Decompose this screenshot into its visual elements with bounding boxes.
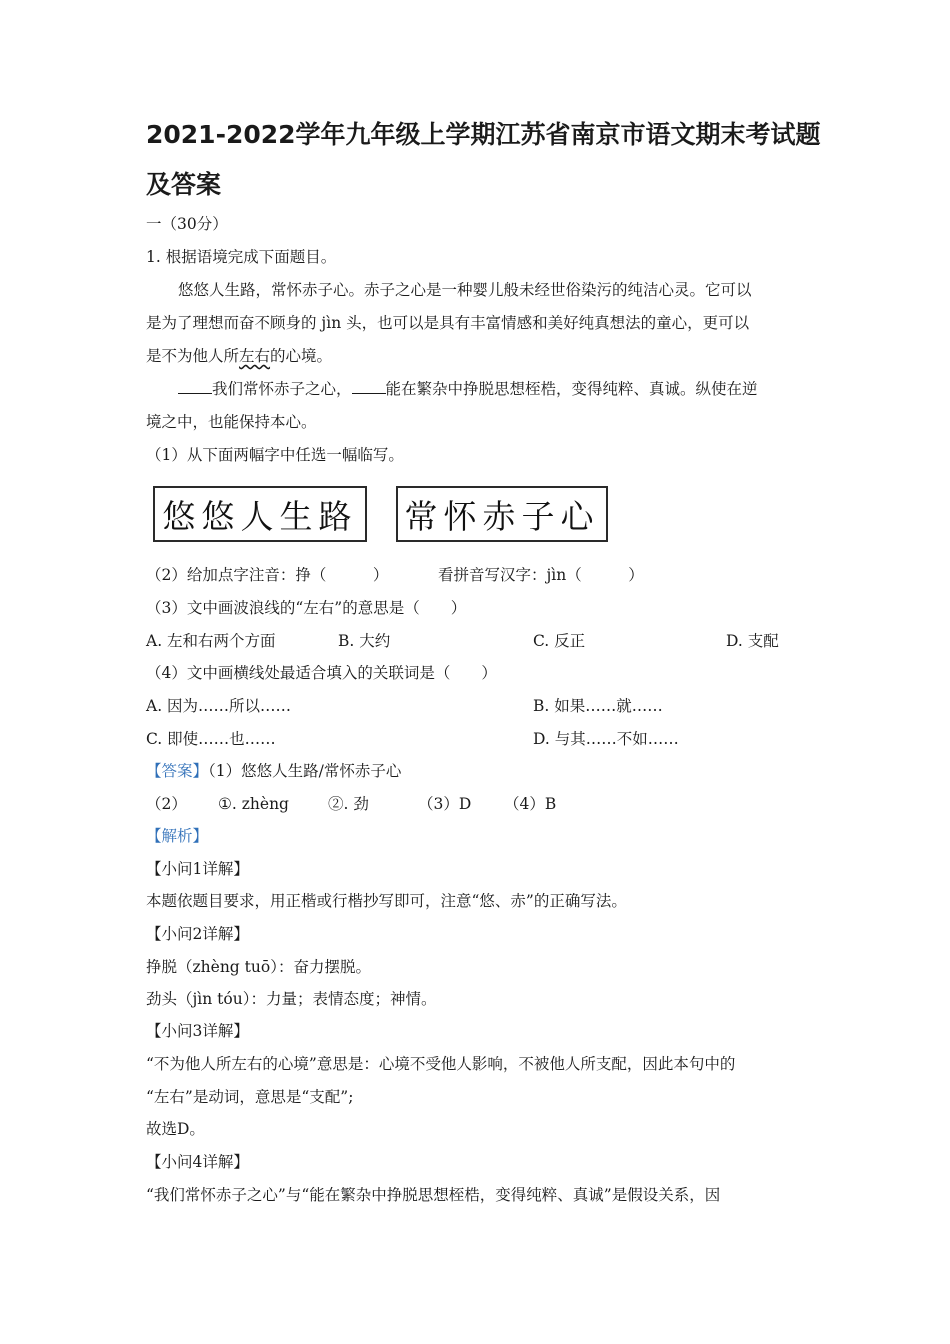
sub-question-2-part-a: （2）给加点字注音：挣（ ） (146, 566, 389, 584)
answer-part: （3）D (418, 795, 472, 813)
analysis-text: “我们常怀赤子之心”与“能在繁杂中挣脱思想桎梏，变得纯粹、真诚”是假设关系，因 (146, 1186, 721, 1204)
passage-line: 是为了理想而奋不顾身的 jìn 头，也可以是具有丰富情感和美好纯真想法的童心，更可以 (146, 314, 750, 332)
sub-heading: 【小问1详解】 (146, 860, 249, 878)
passage-line: 悠悠人生路，常怀赤子心。赤子之心是一种婴儿般未经世俗染污的纯洁心灵。它可以 (178, 281, 752, 299)
analysis-text: 故选D。 (146, 1120, 205, 1138)
analysis-text: “左右”是动词，意思是“支配”; (146, 1088, 354, 1106)
option-b: B. 大约 (338, 632, 391, 650)
section-header: 一（30分） (146, 215, 228, 233)
passage-line: 境之中，也能保持本心。 (146, 413, 317, 431)
calligraphy-sample-2: 常怀赤子心 (396, 486, 608, 542)
title-line-1: 2021-2022学年九年级上学期江苏省南京市语文期末考试题 (146, 120, 821, 149)
passage-line (146, 346, 332, 366)
sub-question-4: （4）文中画横线处最适合填入的关联词是（ ） (146, 664, 497, 682)
sub-question-1: （1）从下面两幅字中任选一幅临写。 (146, 446, 404, 464)
passage-text: 的心境。 (270, 347, 333, 365)
option-c: C. 反正 (533, 632, 586, 650)
analysis-text: 劲头（jìn tóu）：力量；表情态度；神情。 (146, 990, 437, 1008)
answer-label: 【答案】 (146, 762, 209, 780)
sub-question-2-part-b: 看拼音写汉字：jìn（ ） (438, 566, 644, 584)
sub-question-3: （3）文中画波浪线的“左右”的意思是（ ） (146, 599, 467, 617)
option-a: A. 因为……所以…… (146, 697, 292, 715)
analysis-text: 本题依题目要求，用正楷或行楷抄写即可，注意“悠、赤”的正确写法。 (146, 892, 627, 910)
option-b: B. 如果……就…… (533, 697, 663, 715)
option-a: A. 左和右两个方面 (146, 632, 276, 650)
sub-heading: 【小问2详解】 (146, 925, 249, 943)
fill-blank (352, 379, 386, 394)
analysis-text: “不为他人所左右的心境”意思是：心境不受他人影响，不被他人所支配，因此本句中的 (146, 1055, 736, 1073)
title-line-2: 及答案 (146, 170, 222, 199)
question-stem: 1. 根据语境完成下面题目。 (146, 248, 337, 266)
option-d: D. 与其……不如…… (533, 730, 679, 748)
answer-part: （2） (146, 795, 187, 813)
answer-part: （4）B (504, 795, 557, 813)
calligraphy-sample-1: 悠悠人生路 (153, 486, 367, 542)
passage-text: 能在繁杂中挣脱思想桎梏，变得纯粹、真诚。纵使在逆 (385, 380, 758, 398)
sub-heading: 【小问4详解】 (146, 1153, 249, 1171)
answer-part: ①. zhèng (218, 795, 289, 813)
analysis-text: 挣脱（zhèng tuō）：奋力摆脱。 (146, 958, 371, 976)
answer-text: （1）悠悠人生路/常怀赤子心 (208, 762, 402, 780)
passage-text: 我们常怀赤子之心， (212, 380, 352, 398)
analysis-label: 【解析】 (146, 827, 209, 845)
option-c: C. 即使……也…… (146, 730, 276, 748)
fill-blank (178, 379, 212, 394)
passage-line (178, 379, 758, 399)
wavy-underlined-word: 左右 (239, 347, 271, 365)
sub-heading: 【小问3详解】 (146, 1022, 249, 1040)
option-d: D. 支配 (726, 632, 779, 650)
answer-line (146, 761, 401, 781)
passage-text: 是不为他人所 (146, 347, 240, 365)
answer-part: ②. 劲 (328, 795, 369, 813)
page-title (146, 110, 826, 210)
